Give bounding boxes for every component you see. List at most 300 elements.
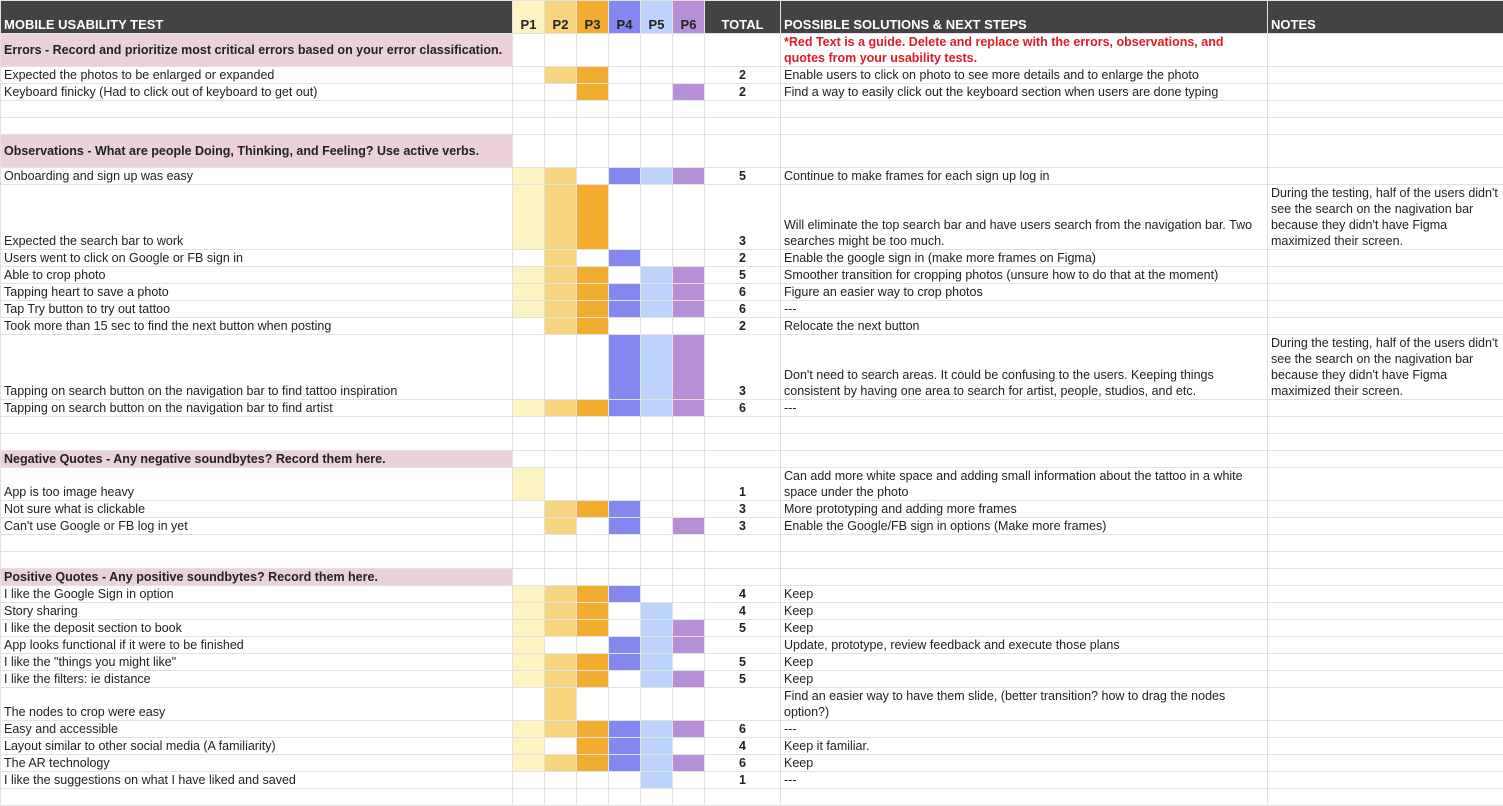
item-cell[interactable]	[1, 552, 513, 569]
p6-cell[interactable]	[673, 569, 705, 586]
p6-cell[interactable]	[673, 400, 705, 417]
p3-cell[interactable]	[577, 671, 609, 688]
p6-cell[interactable]	[673, 738, 705, 755]
p6-cell[interactable]	[673, 501, 705, 518]
notes-cell[interactable]	[1268, 552, 1503, 569]
notes-cell[interactable]	[1268, 267, 1503, 284]
p2-cell[interactable]	[545, 620, 577, 637]
solution-cell[interactable]: Keep it familiar.	[781, 738, 1268, 755]
p3-cell[interactable]	[577, 101, 609, 118]
p3-cell[interactable]	[577, 417, 609, 434]
p6-cell[interactable]	[673, 135, 705, 168]
p1-cell[interactable]	[513, 501, 545, 518]
p2-cell[interactable]	[545, 637, 577, 654]
p2-cell[interactable]	[545, 185, 577, 250]
total-cell[interactable]	[705, 34, 781, 67]
p1-cell[interactable]	[513, 185, 545, 250]
notes-cell[interactable]	[1268, 569, 1503, 586]
solution-cell[interactable]	[781, 417, 1268, 434]
section-title[interactable]: Negative Quotes - Any negative soundbytes? Record them here.	[1, 451, 513, 468]
p3-cell[interactable]	[577, 335, 609, 400]
notes-cell[interactable]	[1268, 400, 1503, 417]
p3-cell[interactable]	[577, 250, 609, 267]
section-title[interactable]: Errors - Record and prioritize most critical errors based on your error classification.	[1, 34, 513, 67]
p1-cell[interactable]	[513, 738, 545, 755]
p1-cell[interactable]	[513, 552, 545, 569]
solution-cell[interactable]: Will eliminate the top search bar and have users search from the navigation bar. Two searches might be too much.	[781, 185, 1268, 250]
p1-cell[interactable]	[513, 620, 545, 637]
total-cell[interactable]	[705, 535, 781, 552]
p1-cell[interactable]	[513, 637, 545, 654]
solution-cell[interactable]	[781, 789, 1268, 806]
p1-cell[interactable]	[513, 118, 545, 135]
item-cell[interactable]: The nodes to crop were easy	[1, 688, 513, 721]
p5-cell[interactable]	[641, 267, 673, 284]
solution-cell[interactable]: Smoother transition for cropping photos (unsure how to do that at the moment)	[781, 267, 1268, 284]
p5-cell[interactable]	[641, 789, 673, 806]
p2-cell[interactable]	[545, 101, 577, 118]
solution-cell[interactable]: Figure an easier way to crop photos	[781, 284, 1268, 301]
item-cell[interactable]	[1, 789, 513, 806]
p4-cell[interactable]	[609, 400, 641, 417]
solution-cell[interactable]: ---	[781, 721, 1268, 738]
p4-cell[interactable]	[609, 335, 641, 400]
p2-cell[interactable]	[545, 84, 577, 101]
p6-cell[interactable]	[673, 688, 705, 721]
p3-cell[interactable]	[577, 135, 609, 168]
p3-cell[interactable]	[577, 318, 609, 335]
p6-cell[interactable]	[673, 318, 705, 335]
solution-cell[interactable]: Keep	[781, 755, 1268, 772]
p4-cell[interactable]	[609, 552, 641, 569]
p2-cell[interactable]	[545, 721, 577, 738]
total-cell[interactable]: 2	[705, 250, 781, 267]
p3-cell[interactable]	[577, 168, 609, 185]
p4-cell[interactable]	[609, 603, 641, 620]
p1-cell[interactable]	[513, 518, 545, 535]
p1-cell[interactable]	[513, 434, 545, 451]
notes-cell[interactable]	[1268, 84, 1503, 101]
p1-cell[interactable]	[513, 535, 545, 552]
solution-cell[interactable]: ---	[781, 301, 1268, 318]
p4-cell[interactable]	[609, 518, 641, 535]
p2-cell[interactable]	[545, 501, 577, 518]
p3-cell[interactable]	[577, 721, 609, 738]
item-cell[interactable]	[1, 434, 513, 451]
solution-cell[interactable]: More prototyping and adding more frames	[781, 501, 1268, 518]
item-cell[interactable]: Not sure what is clickable	[1, 501, 513, 518]
header-p3[interactable]: P3	[577, 1, 609, 34]
p4-cell[interactable]	[609, 535, 641, 552]
p5-cell[interactable]	[641, 518, 673, 535]
notes-cell[interactable]	[1268, 34, 1503, 67]
p3-cell[interactable]	[577, 434, 609, 451]
solution-cell[interactable]: Enable the google sign in (make more frames on Figma)	[781, 250, 1268, 267]
p6-cell[interactable]	[673, 671, 705, 688]
p4-cell[interactable]	[609, 721, 641, 738]
p4-cell[interactable]	[609, 789, 641, 806]
p2-cell[interactable]	[545, 755, 577, 772]
item-cell[interactable]: Tapping heart to save a photo	[1, 284, 513, 301]
item-cell[interactable]: I like the suggestions on what I have liked and saved	[1, 772, 513, 789]
p1-cell[interactable]	[513, 569, 545, 586]
notes-cell[interactable]	[1268, 738, 1503, 755]
p1-cell[interactable]	[513, 284, 545, 301]
solution-cell[interactable]: Keep	[781, 603, 1268, 620]
p1-cell[interactable]	[513, 789, 545, 806]
solution-cell[interactable]	[781, 118, 1268, 135]
p6-cell[interactable]	[673, 603, 705, 620]
p1-cell[interactable]	[513, 654, 545, 671]
total-cell[interactable]	[705, 101, 781, 118]
p6-cell[interactable]	[673, 250, 705, 267]
p1-cell[interactable]	[513, 101, 545, 118]
notes-cell[interactable]	[1268, 688, 1503, 721]
total-cell[interactable]: 3	[705, 501, 781, 518]
header-p2[interactable]: P2	[545, 1, 577, 34]
p5-cell[interactable]	[641, 603, 673, 620]
item-cell[interactable]	[1, 417, 513, 434]
p5-cell[interactable]	[641, 284, 673, 301]
p3-cell[interactable]	[577, 552, 609, 569]
p5-cell[interactable]	[641, 586, 673, 603]
item-cell[interactable]: App looks functional if it were to be finished	[1, 637, 513, 654]
p3-cell[interactable]	[577, 501, 609, 518]
item-cell[interactable]: Easy and accessible	[1, 721, 513, 738]
total-cell[interactable]: 6	[705, 755, 781, 772]
p6-cell[interactable]	[673, 168, 705, 185]
p4-cell[interactable]	[609, 417, 641, 434]
guide-cell[interactable]	[781, 451, 1268, 468]
p1-cell[interactable]	[513, 335, 545, 400]
p5-cell[interactable]	[641, 501, 673, 518]
p4-cell[interactable]	[609, 135, 641, 168]
item-cell[interactable]: Story sharing	[1, 603, 513, 620]
p5-cell[interactable]	[641, 671, 673, 688]
p4-cell[interactable]	[609, 34, 641, 67]
p2-cell[interactable]	[545, 654, 577, 671]
p1-cell[interactable]	[513, 603, 545, 620]
p4-cell[interactable]	[609, 284, 641, 301]
p4-cell[interactable]	[609, 168, 641, 185]
solution-cell[interactable]: Keep	[781, 620, 1268, 637]
p3-cell[interactable]	[577, 738, 609, 755]
header-title[interactable]: MOBILE USABILITY TEST	[1, 1, 513, 34]
p3-cell[interactable]	[577, 84, 609, 101]
notes-cell[interactable]: During the testing, half of the users didn't see the search on the nagivation bar because they didn't have Figma maximized their screen.	[1268, 335, 1503, 400]
notes-cell[interactable]	[1268, 535, 1503, 552]
p5-cell[interactable]	[641, 34, 673, 67]
p3-cell[interactable]	[577, 688, 609, 721]
total-cell[interactable]	[705, 688, 781, 721]
item-cell[interactable]: App is too image heavy	[1, 468, 513, 501]
p6-cell[interactable]	[673, 301, 705, 318]
total-cell[interactable]: 3	[705, 185, 781, 250]
total-cell[interactable]: 6	[705, 284, 781, 301]
solution-cell[interactable]: Relocate the next button	[781, 318, 1268, 335]
p2-cell[interactable]	[545, 301, 577, 318]
p5-cell[interactable]	[641, 417, 673, 434]
solution-cell[interactable]: Enable the Google/FB sign in options (Make more frames)	[781, 518, 1268, 535]
notes-cell[interactable]	[1268, 301, 1503, 318]
notes-cell[interactable]: During the testing, half of the users didn't see the search on the nagivation bar because they didn't have Figma maximized their screen.	[1268, 185, 1503, 250]
p2-cell[interactable]	[545, 518, 577, 535]
p2-cell[interactable]	[545, 118, 577, 135]
item-cell[interactable]: Tapping on search button on the navigation bar to find tattoo inspiration	[1, 335, 513, 400]
notes-cell[interactable]	[1268, 518, 1503, 535]
header-p6[interactable]: P6	[673, 1, 705, 34]
p3-cell[interactable]	[577, 569, 609, 586]
total-cell[interactable]	[705, 451, 781, 468]
item-cell[interactable]: Layout similar to other social media (A familiarity)	[1, 738, 513, 755]
notes-cell[interactable]	[1268, 755, 1503, 772]
p6-cell[interactable]	[673, 535, 705, 552]
p5-cell[interactable]	[641, 468, 673, 501]
total-cell[interactable]: 5	[705, 620, 781, 637]
p5-cell[interactable]	[641, 400, 673, 417]
p3-cell[interactable]	[577, 284, 609, 301]
p1-cell[interactable]	[513, 468, 545, 501]
item-cell[interactable]: Onboarding and sign up was easy	[1, 168, 513, 185]
p1-cell[interactable]	[513, 451, 545, 468]
notes-cell[interactable]	[1268, 168, 1503, 185]
notes-cell[interactable]	[1268, 250, 1503, 267]
solution-cell[interactable]: Don't need to search areas. It could be confusing to the users. Keeping things consistent by having one area to search for artist, people, studios, and etc.	[781, 335, 1268, 400]
item-cell[interactable]: I like the filters: ie distance	[1, 671, 513, 688]
notes-cell[interactable]	[1268, 671, 1503, 688]
p1-cell[interactable]	[513, 135, 545, 168]
p6-cell[interactable]	[673, 772, 705, 789]
item-cell[interactable]: The AR technology	[1, 755, 513, 772]
solution-cell[interactable]: Can add more white space and adding small information about the tattoo in a white space under the photo	[781, 468, 1268, 501]
p2-cell[interactable]	[545, 671, 577, 688]
p3-cell[interactable]	[577, 34, 609, 67]
total-cell[interactable]: 3	[705, 518, 781, 535]
p2-cell[interactable]	[545, 67, 577, 84]
p6-cell[interactable]	[673, 552, 705, 569]
p5-cell[interactable]	[641, 654, 673, 671]
total-cell[interactable]	[705, 118, 781, 135]
p1-cell[interactable]	[513, 168, 545, 185]
p4-cell[interactable]	[609, 772, 641, 789]
p5-cell[interactable]	[641, 451, 673, 468]
item-cell[interactable]	[1, 118, 513, 135]
total-cell[interactable]	[705, 135, 781, 168]
notes-cell[interactable]	[1268, 434, 1503, 451]
p4-cell[interactable]	[609, 501, 641, 518]
p4-cell[interactable]	[609, 67, 641, 84]
solution-cell[interactable]	[781, 535, 1268, 552]
total-cell[interactable]: 4	[705, 603, 781, 620]
solution-cell[interactable]: Enable users to click on photo to see more details and to enlarge the photo	[781, 67, 1268, 84]
p2-cell[interactable]	[545, 468, 577, 501]
p6-cell[interactable]	[673, 101, 705, 118]
p4-cell[interactable]	[609, 451, 641, 468]
guide-cell[interactable]	[781, 569, 1268, 586]
solution-cell[interactable]	[781, 101, 1268, 118]
notes-cell[interactable]	[1268, 101, 1503, 118]
p3-cell[interactable]	[577, 620, 609, 637]
guide-cell[interactable]	[781, 135, 1268, 168]
p3-cell[interactable]	[577, 468, 609, 501]
p3-cell[interactable]	[577, 400, 609, 417]
guide-cell[interactable]: *Red Text is a guide. Delete and replace with the errors, observations, and quotes from your usability tests.	[781, 34, 1268, 67]
p1-cell[interactable]	[513, 84, 545, 101]
item-cell[interactable]: Expected the photos to be enlarged or expanded	[1, 67, 513, 84]
p2-cell[interactable]	[545, 451, 577, 468]
p2-cell[interactable]	[545, 434, 577, 451]
p5-cell[interactable]	[641, 738, 673, 755]
solution-cell[interactable]: Keep	[781, 586, 1268, 603]
p2-cell[interactable]	[545, 789, 577, 806]
p4-cell[interactable]	[609, 434, 641, 451]
p4-cell[interactable]	[609, 637, 641, 654]
notes-cell[interactable]	[1268, 620, 1503, 637]
p2-cell[interactable]	[545, 250, 577, 267]
p3-cell[interactable]	[577, 301, 609, 318]
p2-cell[interactable]	[545, 586, 577, 603]
p4-cell[interactable]	[609, 250, 641, 267]
p1-cell[interactable]	[513, 671, 545, 688]
p3-cell[interactable]	[577, 586, 609, 603]
total-cell[interactable]: 6	[705, 400, 781, 417]
total-cell[interactable]: 5	[705, 168, 781, 185]
p2-cell[interactable]	[545, 603, 577, 620]
p1-cell[interactable]	[513, 67, 545, 84]
p6-cell[interactable]	[673, 518, 705, 535]
p4-cell[interactable]	[609, 586, 641, 603]
notes-cell[interactable]	[1268, 284, 1503, 301]
p5-cell[interactable]	[641, 772, 673, 789]
p3-cell[interactable]	[577, 603, 609, 620]
p3-cell[interactable]	[577, 755, 609, 772]
p6-cell[interactable]	[673, 637, 705, 654]
p4-cell[interactable]	[609, 318, 641, 335]
solution-cell[interactable]: Update, prototype, review feedback and execute those plans	[781, 637, 1268, 654]
p5-cell[interactable]	[641, 535, 673, 552]
p2-cell[interactable]	[545, 738, 577, 755]
p4-cell[interactable]	[609, 267, 641, 284]
p1-cell[interactable]	[513, 688, 545, 721]
notes-cell[interactable]	[1268, 501, 1503, 518]
p2-cell[interactable]	[545, 688, 577, 721]
header-solutions[interactable]: POSSIBLE SOLUTIONS & NEXT STEPS	[781, 1, 1268, 34]
item-cell[interactable]: Able to crop photo	[1, 267, 513, 284]
header-total[interactable]: TOTAL	[705, 1, 781, 34]
p5-cell[interactable]	[641, 185, 673, 250]
p3-cell[interactable]	[577, 654, 609, 671]
p2-cell[interactable]	[545, 284, 577, 301]
total-cell[interactable]	[705, 637, 781, 654]
p4-cell[interactable]	[609, 118, 641, 135]
p3-cell[interactable]	[577, 772, 609, 789]
p6-cell[interactable]	[673, 586, 705, 603]
p5-cell[interactable]	[641, 135, 673, 168]
p2-cell[interactable]	[545, 34, 577, 67]
p2-cell[interactable]	[545, 318, 577, 335]
p2-cell[interactable]	[545, 168, 577, 185]
total-cell[interactable]: 6	[705, 301, 781, 318]
p6-cell[interactable]	[673, 755, 705, 772]
p3-cell[interactable]	[577, 518, 609, 535]
header-p5[interactable]: P5	[641, 1, 673, 34]
p5-cell[interactable]	[641, 84, 673, 101]
p4-cell[interactable]	[609, 101, 641, 118]
p5-cell[interactable]	[641, 688, 673, 721]
p5-cell[interactable]	[641, 335, 673, 400]
section-title[interactable]: Observations - What are people Doing, Thinking, and Feeling? Use active verbs.	[1, 135, 513, 168]
p4-cell[interactable]	[609, 671, 641, 688]
p4-cell[interactable]	[609, 620, 641, 637]
item-cell[interactable]: Took more than 15 sec to find the next button when posting	[1, 318, 513, 335]
p3-cell[interactable]	[577, 118, 609, 135]
p6-cell[interactable]	[673, 84, 705, 101]
p1-cell[interactable]	[513, 250, 545, 267]
p2-cell[interactable]	[545, 135, 577, 168]
total-cell[interactable]: 1	[705, 772, 781, 789]
p4-cell[interactable]	[609, 301, 641, 318]
p5-cell[interactable]	[641, 721, 673, 738]
p1-cell[interactable]	[513, 400, 545, 417]
notes-cell[interactable]	[1268, 417, 1503, 434]
p4-cell[interactable]	[609, 688, 641, 721]
solution-cell[interactable]: Keep	[781, 654, 1268, 671]
p2-cell[interactable]	[545, 569, 577, 586]
p5-cell[interactable]	[641, 620, 673, 637]
p3-cell[interactable]	[577, 789, 609, 806]
p1-cell[interactable]	[513, 417, 545, 434]
item-cell[interactable]: I like the Google Sign in option	[1, 586, 513, 603]
p3-cell[interactable]	[577, 637, 609, 654]
p6-cell[interactable]	[673, 434, 705, 451]
p6-cell[interactable]	[673, 267, 705, 284]
p2-cell[interactable]	[545, 552, 577, 569]
p1-cell[interactable]	[513, 267, 545, 284]
item-cell[interactable]: Tapping on search button on the navigation bar to find artist	[1, 400, 513, 417]
notes-cell[interactable]	[1268, 772, 1503, 789]
p5-cell[interactable]	[641, 118, 673, 135]
p6-cell[interactable]	[673, 335, 705, 400]
item-cell[interactable]	[1, 101, 513, 118]
notes-cell[interactable]	[1268, 789, 1503, 806]
p4-cell[interactable]	[609, 569, 641, 586]
section-title[interactable]: Positive Quotes - Any positive soundbytes? Record them here.	[1, 569, 513, 586]
total-cell[interactable]	[705, 552, 781, 569]
header-notes[interactable]: NOTES	[1268, 1, 1503, 34]
p2-cell[interactable]	[545, 417, 577, 434]
p5-cell[interactable]	[641, 168, 673, 185]
p6-cell[interactable]	[673, 185, 705, 250]
notes-cell[interactable]	[1268, 721, 1503, 738]
p5-cell[interactable]	[641, 67, 673, 84]
solution-cell[interactable]: ---	[781, 772, 1268, 789]
p5-cell[interactable]	[641, 434, 673, 451]
total-cell[interactable]	[705, 569, 781, 586]
item-cell[interactable]: Expected the search bar to work	[1, 185, 513, 250]
total-cell[interactable]: 5	[705, 654, 781, 671]
p6-cell[interactable]	[673, 451, 705, 468]
p6-cell[interactable]	[673, 721, 705, 738]
notes-cell[interactable]	[1268, 135, 1503, 168]
total-cell[interactable]: 4	[705, 738, 781, 755]
total-cell[interactable]	[705, 789, 781, 806]
p6-cell[interactable]	[673, 118, 705, 135]
p1-cell[interactable]	[513, 755, 545, 772]
total-cell[interactable]: 5	[705, 671, 781, 688]
p4-cell[interactable]	[609, 84, 641, 101]
p6-cell[interactable]	[673, 468, 705, 501]
total-cell[interactable]: 5	[705, 267, 781, 284]
